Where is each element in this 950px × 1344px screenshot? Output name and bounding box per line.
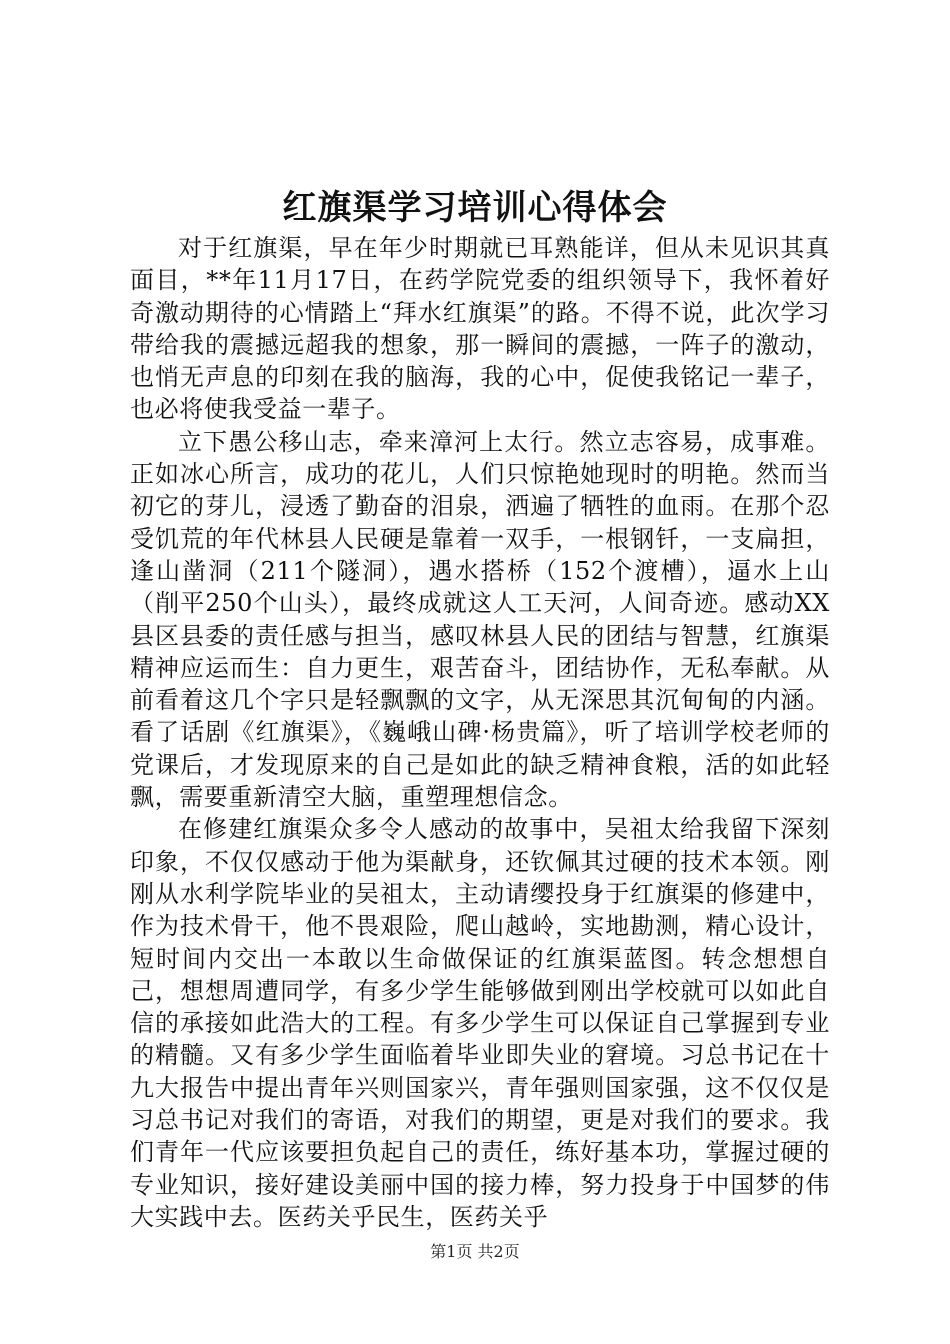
- paragraph-2: 立下愚公移山志，牵来漳河上太行。然立志容易，成事难。正如冰心所言，成功的花儿，人们只惊艳她现时的明艳。然而当初它的芽儿，浸透了勤奋的泪泉，洒遍了牺牲的血雨。在那个忍受饥荒的年代林县人民硬是靠着一双手，一根钢钎，一支扁担，逢山凿洞（211个隧洞），遇水搭桥（152个渡槽），逼水上山（削平250个山头），最终成就这人工天河，人间奇迹。感动XX县区县委的责任感与担当，感叹林县人民的团结与智慧，红旗渠精神应运而生：自力更生，艰苦奋斗，团结协作，无私奉献。从前看着这几个字只是轻飘飘的文字，从无深思其沉甸甸的内涵。看了话剧《红旗渠》，《巍峨山碑·杨贵篇》，听了培训学校老师的党课后，才发现原来的自己是如此的缺乏精神食粮，活的如此轻飘，需要重新清空大脑，重塑理想信念。: [130, 427, 830, 812]
- document-body: [130, 232, 830, 1233]
- document-title: 红旗渠学习培训心得体会: [282, 188, 668, 228]
- page-number-footer: 第1页 共2页: [430, 1242, 520, 1261]
- paragraph-1: 对于红旗渠，早在年少时期就已耳熟能详，但从未见识其真面目，**年11月17日，在药学院党委的组织领导下，我怀着好奇激动期待的心情踏上“拜水红旗渠”的路。不得不说，此次学习带给我的震撼远超我的想象，那一瞬间的震撼，一阵子的激动，也悄无声息的印刻在我的脑海，我的心中，促使我铭记一辈子，也必将使我受益一辈子。: [130, 234, 830, 424]
- paragraph-3: 在修建红旗渠众多令人感动的故事中，吴祖太给我留下深刻印象，不仅仅感动于他为渠献身，还钦佩其过硬的技术本领。刚刚从水利学院毕业的吴祖太，主动请缨投身于红旗渠的修建中，作为技术骨干，他不畏艰险，爬山越岭，实地勘测，精心设计，短时间内交出一本敢以生命做保证的红旗渠蓝图。转念想想自己，想想周遭同学，有多少学生能够做到刚出学校就可以如此自信的承接如此浩大的工程。有多少学生可以保证自己掌握到专业的精髓。又有多少学生面临着毕业即失业的窘境。习总书记在十九大报告中提出青年兴则国家兴，青年强则国家强，这不仅仅是习总书记对我们的寄语，对我们的期望，更是对我们的要求。我们青年一代应该要担负起自己的责任，练好基本功，掌握过硬的专业知识，接好建设美丽中国的接力棒，努力投身于中国梦的伟大实践中去。医药关乎民生，医药关乎: [130, 815, 830, 1231]
